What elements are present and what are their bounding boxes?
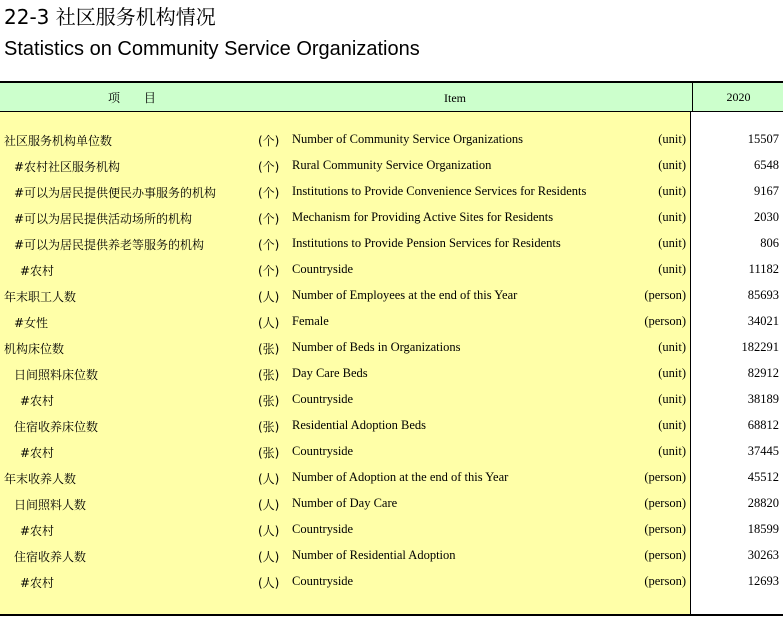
row-label-cn: 日间照料人数 bbox=[14, 498, 87, 512]
row-value-2020: 15507 bbox=[747, 132, 779, 146]
table-row bbox=[0, 362, 783, 388]
row-value-2020: 38189 bbox=[747, 392, 779, 406]
row-label-cn: #农村 bbox=[20, 394, 55, 408]
row-value-2020: 68812 bbox=[747, 418, 779, 432]
row-label-cn: #可以为居民提供活动场所的机构 bbox=[14, 212, 193, 226]
table-row bbox=[0, 466, 783, 492]
table-row bbox=[0, 180, 783, 206]
row-value-2020: 34021 bbox=[747, 314, 779, 328]
row-unit-en: (person) bbox=[644, 574, 686, 588]
row-label-cn: #可以为居民提供养老等服务的机构 bbox=[14, 238, 205, 252]
table-header bbox=[0, 83, 783, 112]
table-row bbox=[0, 388, 783, 414]
row-label-cn: 住宿收养人数 bbox=[14, 550, 87, 564]
row-unit-cn: (人) bbox=[258, 550, 280, 564]
row-unit-en: (unit) bbox=[658, 340, 686, 354]
header-year: 2020 bbox=[692, 83, 783, 111]
row-label-cn: 社区服务机构单位数 bbox=[4, 134, 113, 148]
row-unit-cn: (个) bbox=[258, 134, 280, 148]
row-label-cn: #女性 bbox=[14, 316, 49, 330]
table-row bbox=[0, 336, 783, 362]
row-value-2020: 182291 bbox=[741, 340, 779, 354]
row-unit-cn: (人) bbox=[258, 498, 280, 512]
row-value-2020: 9167 bbox=[754, 184, 779, 198]
row-unit-cn: (人) bbox=[258, 316, 280, 330]
row-unit-en: (person) bbox=[644, 496, 686, 510]
row-label-cn: 年末收养人数 bbox=[4, 472, 77, 486]
row-unit-cn: (个) bbox=[258, 160, 280, 174]
row-unit-en: (unit) bbox=[658, 132, 686, 146]
row-unit-cn: (张) bbox=[258, 420, 280, 434]
row-unit-en: (unit) bbox=[658, 366, 686, 380]
table-row bbox=[0, 518, 783, 544]
row-unit-en: (person) bbox=[644, 288, 686, 302]
row-value-2020: 85693 bbox=[747, 288, 779, 302]
row-label-cn: #农村 bbox=[20, 576, 55, 590]
row-unit-en: (unit) bbox=[658, 392, 686, 406]
table-row bbox=[0, 284, 783, 310]
table-row bbox=[0, 232, 783, 258]
table-row bbox=[0, 258, 783, 284]
row-label-en: Number of Residential Adoption bbox=[292, 548, 456, 562]
row-label-cn: 日间照料床位数 bbox=[14, 368, 99, 382]
row-unit-cn: (个) bbox=[258, 238, 280, 252]
table-row bbox=[0, 570, 783, 596]
table-row bbox=[0, 440, 783, 466]
row-value-2020: 2030 bbox=[754, 210, 779, 224]
table-row bbox=[0, 154, 783, 180]
row-unit-cn: (张) bbox=[258, 394, 280, 408]
row-label-en: Countryside bbox=[292, 392, 354, 406]
statistics-table bbox=[0, 81, 783, 616]
row-label-en: Countryside bbox=[292, 444, 354, 458]
row-value-2020: 30263 bbox=[747, 548, 779, 562]
row-label-cn: #农村 bbox=[20, 264, 55, 278]
header-item-en: Item bbox=[444, 91, 466, 105]
page-title-en: Statistics on Community Service Organizations bbox=[4, 38, 420, 60]
row-label-en: Countryside bbox=[292, 574, 354, 588]
row-label-en: Institutions to Provide Pension Services for Residents bbox=[292, 236, 561, 250]
row-label-en: Countryside bbox=[292, 262, 354, 276]
row-unit-en: (unit) bbox=[658, 210, 686, 224]
row-label-cn: #农村社区服务机构 bbox=[14, 160, 121, 174]
row-label-en: Countryside bbox=[292, 522, 354, 536]
row-unit-en: (unit) bbox=[658, 236, 686, 250]
row-unit-cn: (个) bbox=[258, 186, 280, 200]
row-unit-cn: (张) bbox=[258, 368, 280, 382]
row-unit-cn: (人) bbox=[258, 524, 280, 538]
row-value-2020: 18599 bbox=[747, 522, 779, 536]
row-label-en: Number of Community Service Organizations bbox=[292, 132, 523, 146]
row-label-en: Number of Employees at the end of this Year bbox=[292, 288, 518, 302]
row-label-cn: 年末职工人数 bbox=[4, 290, 77, 304]
row-value-2020: 11182 bbox=[748, 262, 779, 276]
row-label-cn: #农村 bbox=[20, 446, 55, 460]
row-unit-cn: (人) bbox=[258, 576, 280, 590]
row-value-2020: 37445 bbox=[747, 444, 779, 458]
table-row bbox=[0, 310, 783, 336]
row-label-en: Day Care Beds bbox=[292, 366, 368, 380]
row-label-en: Mechanism for Providing Active Sites for Residents bbox=[292, 210, 554, 224]
row-unit-cn: (人) bbox=[258, 290, 280, 304]
table-row bbox=[0, 492, 783, 518]
row-label-en: Number of Adoption at the end of this Year bbox=[292, 470, 509, 484]
row-label-en: Residential Adoption Beds bbox=[292, 418, 427, 432]
row-unit-en: (unit) bbox=[658, 444, 686, 458]
row-unit-cn: (张) bbox=[258, 342, 280, 356]
row-label-en: Number of Beds in Organizations bbox=[292, 340, 461, 354]
row-label-en: Rural Community Service Organization bbox=[292, 158, 492, 172]
row-unit-en: (person) bbox=[644, 548, 686, 562]
row-unit-en: (person) bbox=[644, 470, 686, 484]
row-value-2020: 12693 bbox=[747, 574, 779, 588]
row-value-2020: 806 bbox=[760, 236, 779, 250]
row-unit-en: (person) bbox=[644, 522, 686, 536]
row-label-cn: #可以为居民提供便民办事服务的机构 bbox=[14, 186, 217, 200]
header-item-cn: 项 目 bbox=[108, 91, 166, 105]
row-unit-en: (person) bbox=[644, 314, 686, 328]
row-label-cn: 住宿收养床位数 bbox=[14, 420, 99, 434]
row-label-en: Institutions to Provide Convenience Services for Residents bbox=[292, 184, 587, 198]
row-unit-cn: (个) bbox=[258, 264, 280, 278]
row-label-en: Number of Day Care bbox=[292, 496, 398, 510]
page-title-cn: 22-3 社区服务机构情况 bbox=[4, 5, 216, 29]
row-unit-en: (unit) bbox=[658, 158, 686, 172]
row-label-en: Female bbox=[292, 314, 329, 328]
row-value-2020: 6548 bbox=[754, 158, 779, 172]
row-value-2020: 82912 bbox=[747, 366, 779, 380]
table-row bbox=[0, 128, 783, 154]
row-label-cn: #农村 bbox=[20, 524, 55, 538]
row-value-2020: 28820 bbox=[747, 496, 779, 510]
table-row bbox=[0, 544, 783, 570]
row-unit-en: (unit) bbox=[658, 418, 686, 432]
row-unit-en: (unit) bbox=[658, 262, 686, 276]
table-row bbox=[0, 414, 783, 440]
row-unit-cn: (人) bbox=[258, 472, 280, 486]
table-row bbox=[0, 206, 783, 232]
row-value-2020: 45512 bbox=[747, 470, 779, 484]
row-unit-en: (unit) bbox=[658, 184, 686, 198]
row-unit-cn: (张) bbox=[258, 446, 280, 460]
row-unit-cn: (个) bbox=[258, 212, 280, 226]
row-label-cn: 机构床位数 bbox=[4, 342, 65, 356]
